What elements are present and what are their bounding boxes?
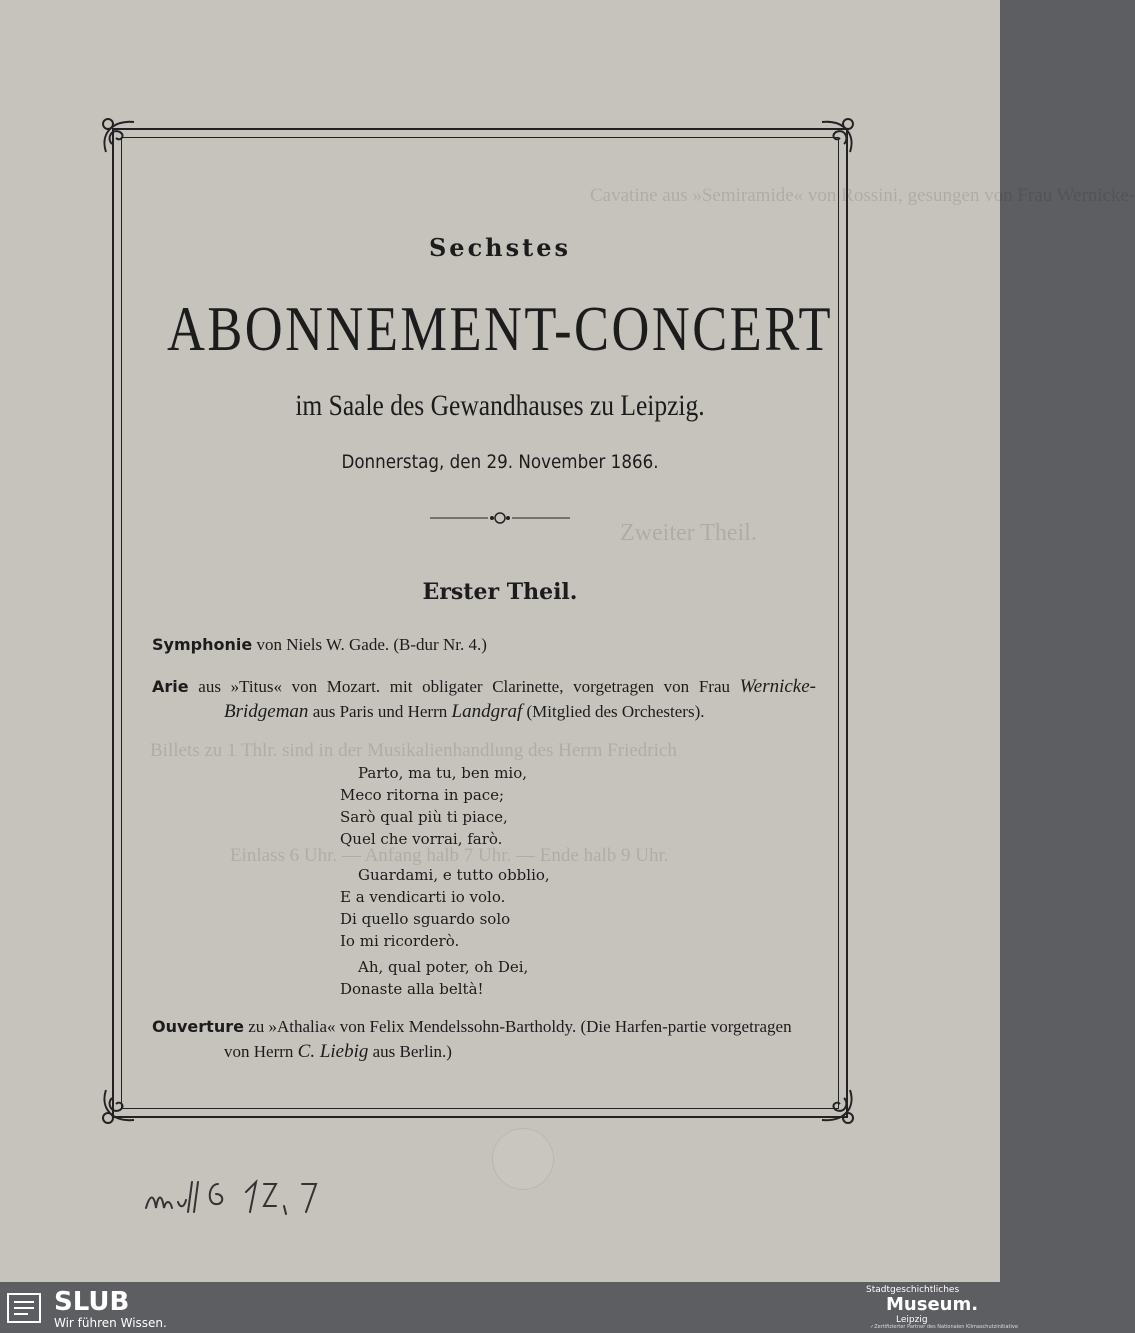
program-item-text: aus Berlin.) bbox=[368, 1042, 452, 1061]
partner-label: Stadtgeschichtliches bbox=[866, 1285, 960, 1295]
bleed-through-text: Billets zu 1 Thlr. sind in der Musikalienhandlung des Herrn Friedrich bbox=[150, 740, 677, 761]
verse-stanza bbox=[340, 864, 550, 952]
verse-line: Meco ritorna in pace; bbox=[340, 786, 505, 804]
bleed-through-text: Zweiter Theil. bbox=[620, 520, 757, 546]
verse-line: E a vendicarti io volo. bbox=[340, 888, 506, 906]
program-item bbox=[152, 1014, 816, 1064]
slub-tagline: Wir führen Wissen. bbox=[54, 1316, 167, 1330]
partner-city: Leipzig bbox=[896, 1315, 928, 1325]
program-item bbox=[152, 674, 816, 724]
corner-ornament-icon bbox=[98, 1082, 144, 1128]
program-item-text: zu »Athalia« von Felix Mendelssohn-Bartholdy. (Die Harfen-partie vorgetragen von Herrn bbox=[224, 1017, 792, 1061]
program-item-label: Ouverture bbox=[152, 1017, 244, 1036]
part-heading: Erster Theil. bbox=[422, 579, 578, 605]
program-item-text: (Mitglied des Orchesters). bbox=[522, 702, 705, 721]
performer-name: Wernicke-Bridgeman bbox=[224, 676, 816, 722]
divider-ornament-icon bbox=[430, 511, 570, 525]
program-item-label: Symphonie bbox=[152, 635, 253, 654]
bleed-through-text: Cavatine aus »Semiramide« von Rossini, gesungen von Frau Wernicke- bbox=[590, 185, 1135, 206]
title-heading: Sechstes bbox=[428, 233, 572, 262]
verse-stanza bbox=[340, 956, 528, 1000]
performer-name: C. Liebig bbox=[297, 1041, 369, 1062]
corner-ornament-icon bbox=[98, 114, 144, 160]
corner-ornament-icon bbox=[812, 114, 858, 160]
program-item-text: aus Paris und Herrn bbox=[308, 702, 452, 721]
verse-line: Donaste alla beltà! bbox=[340, 980, 484, 998]
bleed-through-text: Einlass 6 Uhr. — Anfang halb 7 Uhr. — Ende halb 9 Uhr. bbox=[230, 845, 669, 866]
corner-ornament-icon bbox=[812, 1082, 858, 1128]
verse-line: Ah, qual poter, oh Dei, bbox=[358, 958, 529, 976]
program-item-text: von Niels W. Gade. (B-dur Nr. 4.) bbox=[252, 635, 487, 654]
venue-line: im Saale des Gewandhauses zu Leipzig. bbox=[295, 389, 705, 422]
partner-note: ✓Zertifizierter Partner des Nationalen Klimaschutzinitiative bbox=[870, 1324, 1018, 1330]
concert-title: ABONNEMENT-CONCERT bbox=[166, 293, 834, 364]
program-item bbox=[152, 632, 816, 657]
verse-line: Quel che vorrai, farò. bbox=[340, 830, 503, 848]
concert-date: Donnerstag, den 29. November 1866. bbox=[341, 451, 659, 473]
program-item-label: Arie bbox=[152, 677, 189, 696]
verse-line: Di quello sguardo solo bbox=[340, 910, 511, 928]
verse-line: Guardami, e tutto obblio, bbox=[358, 866, 550, 884]
embossed-stamp bbox=[492, 1128, 554, 1190]
slub-brand: SLUB bbox=[54, 1287, 130, 1317]
verse-line: Sarò qual più ti piace, bbox=[340, 808, 508, 826]
slub-logo-icon bbox=[4, 1288, 44, 1328]
partner-name: Museum. bbox=[886, 1294, 979, 1315]
program-item-text: aus »Titus« von Mozart. mit obligater Clarinette, vorgetragen von Frau bbox=[188, 677, 740, 696]
handwritten-shelfmark bbox=[142, 1172, 342, 1222]
performer-name: Landgraf bbox=[451, 701, 523, 722]
verse-stanza bbox=[340, 762, 527, 850]
verse-line: Parto, ma tu, ben mio, bbox=[358, 764, 528, 782]
verse-line: Io mi ricorderò. bbox=[340, 932, 460, 950]
